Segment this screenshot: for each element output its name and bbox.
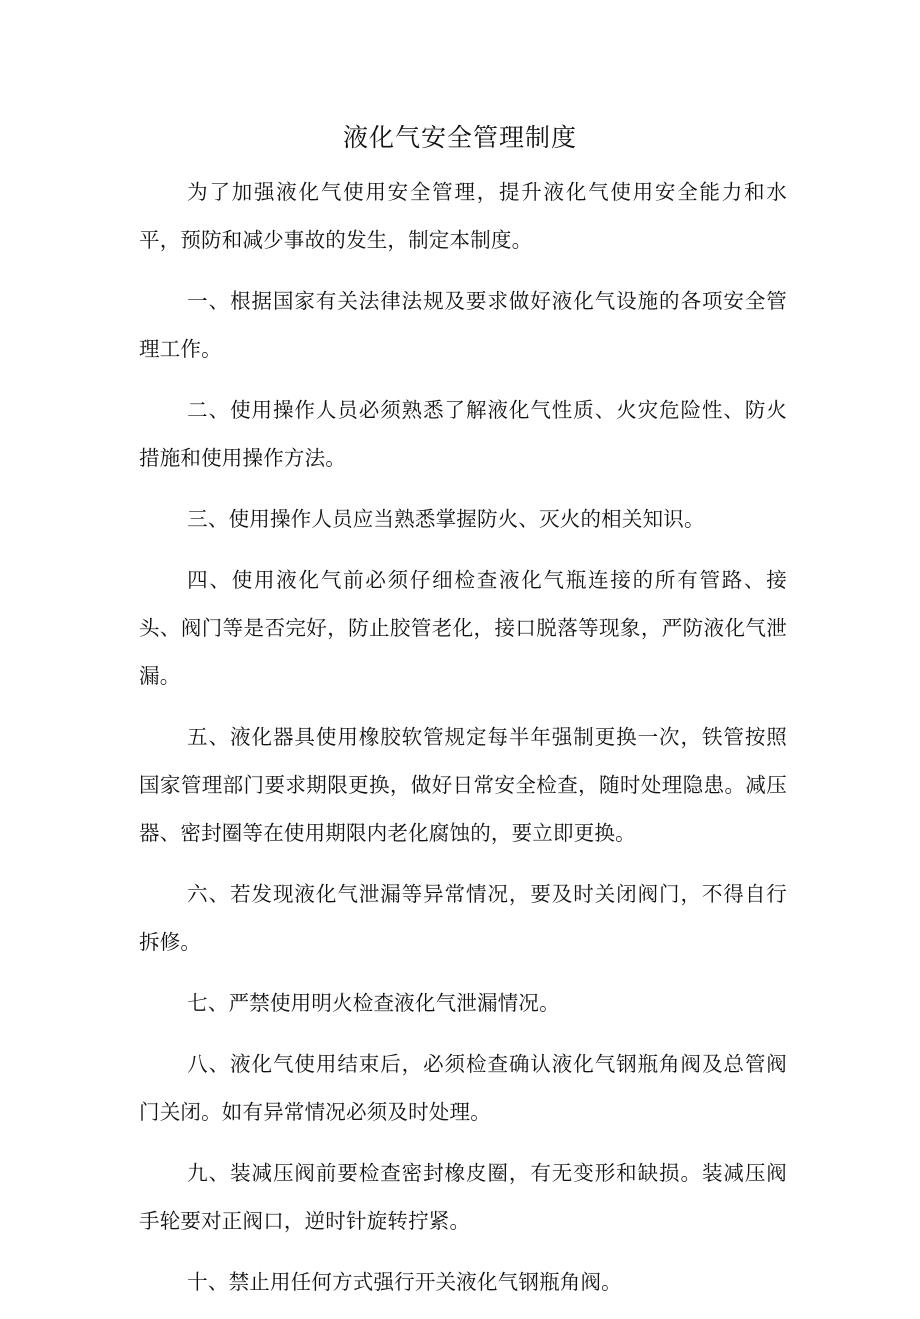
rule-9-paragraph: 九、装减压阀前要检查密封橡皮圈，有无变形和缺损。装减压阀手轮要对正阀口，逆时针旋转拧紧。 (139, 1161, 787, 1233)
rule-3-paragraph: 三、使用操作人员应当熟悉掌握防火、灭火的相关知识。 (187, 507, 705, 531)
rule-1-paragraph: 一、根据国家有关法律法规及要求做好液化气设施的各项安全管理工作。 (139, 289, 787, 361)
rule-5-paragraph: 五、液化器具使用橡胶软管规定每半年强制更换一次，铁管按照国家管理部门要求期限更换，做好日常安全检查，随时处理隐患。减压器、密封圈等在使用期限内老化腐蚀的，要立即更换。 (139, 725, 787, 845)
rule-8-paragraph: 八、液化气使用结束后，必须检查确认液化气钢瓶角阀及总管阀门关闭。如有异常情况必须及时处理。 (139, 1052, 787, 1124)
rule-6-paragraph: 六、若发现液化气泄漏等异常情况，要及时关闭阀门，不得自行拆修。 (139, 882, 787, 954)
document-body (139, 168, 787, 1319)
rule-10-paragraph: 十、禁止用任何方式强行开关液化气钢瓶角阀。 (187, 1270, 622, 1294)
intro-paragraph: 为了加强液化气使用安全管理，提升液化气使用安全能力和水平，预防和减少事故的发生，制定本制度。 (139, 180, 787, 252)
rule-7-paragraph: 七、严禁使用明火检查液化气泄漏情况。 (187, 991, 560, 1015)
rule-4-paragraph: 四、使用液化气前必须仔细检查液化气瓶连接的所有管路、接头、阀门等是否完好，防止胶管老化，接口脱落等现象，严防液化气泄漏。 (139, 568, 787, 688)
rule-2-paragraph: 二、使用操作人员必须熟悉了解液化气性质、火灾危险性、防火措施和使用操作方法。 (139, 398, 787, 470)
document-title: 液化气安全管理制度 (342, 123, 577, 152)
